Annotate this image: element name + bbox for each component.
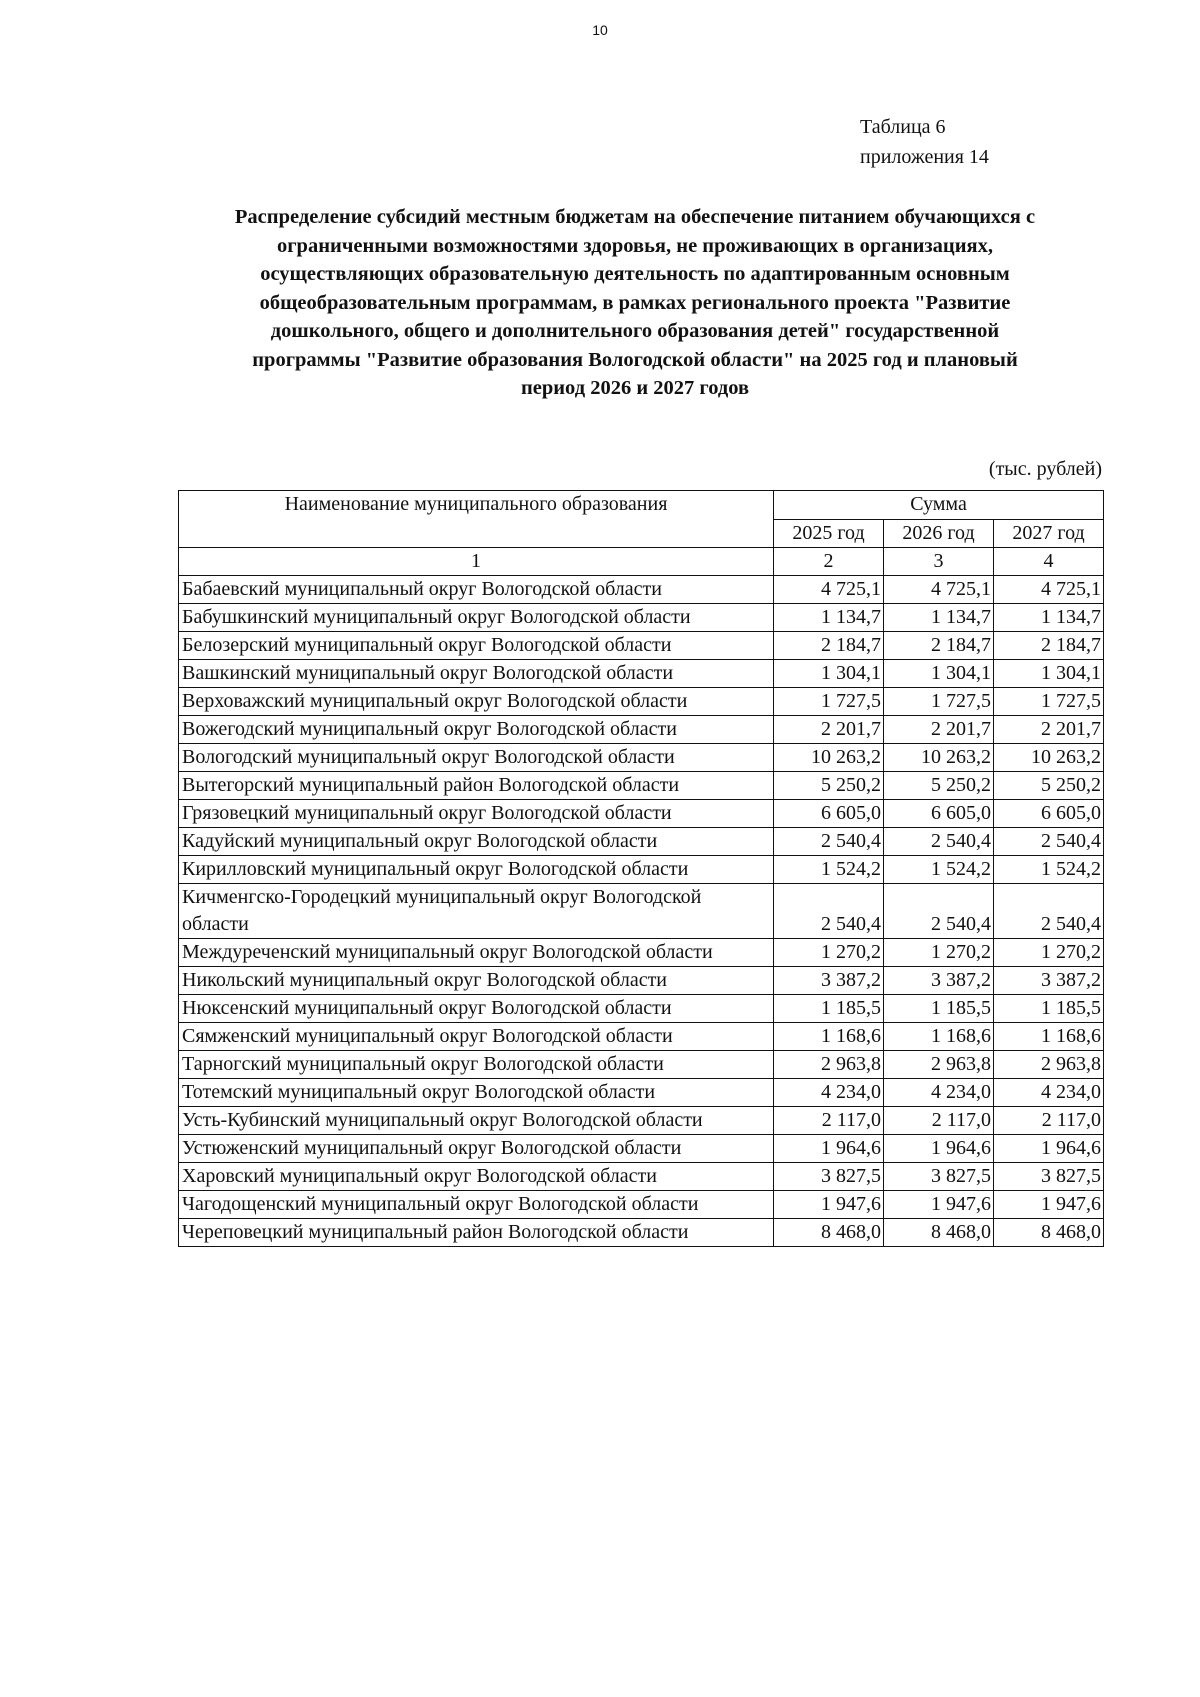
table-row xyxy=(179,660,1104,688)
amount-2026: 5 250,2 xyxy=(884,772,994,800)
municipality-name: Вожегодский муниципальный округ Вологодской области xyxy=(179,716,774,744)
amount-2027: 1 270,2 xyxy=(994,939,1104,967)
table-row xyxy=(179,632,1104,660)
table-row xyxy=(179,772,1104,800)
subsidy-table xyxy=(178,490,1104,1247)
amount-2026: 1 947,6 xyxy=(884,1191,994,1219)
municipality-name: Грязовецкий муниципальный округ Вологодской области xyxy=(179,800,774,828)
table-row xyxy=(179,1219,1104,1247)
column-number: 1 xyxy=(179,548,774,576)
table-row xyxy=(179,576,1104,604)
amount-2027: 2 184,7 xyxy=(994,632,1104,660)
municipality-name: Тотемский муниципальный округ Вологодской области xyxy=(179,1079,774,1107)
column-number: 3 xyxy=(884,548,994,576)
header-year-2025: 2025 год xyxy=(774,519,884,548)
amount-2026: 4 234,0 xyxy=(884,1079,994,1107)
amount-2025: 10 263,2 xyxy=(774,744,884,772)
amount-2027: 2 117,0 xyxy=(994,1107,1104,1135)
amount-2026: 10 263,2 xyxy=(884,744,994,772)
table-row xyxy=(179,1135,1104,1163)
title-line: программы "Развитие образования Вологодской области" на 2025 год и плановый xyxy=(252,348,1018,371)
table-row xyxy=(179,604,1104,632)
title-line: ограниченными возможностями здоровья, не проживающих в организациях, xyxy=(276,234,994,257)
amount-2027: 1 727,5 xyxy=(994,688,1104,716)
table-caption xyxy=(860,112,989,172)
amount-2026: 1 168,6 xyxy=(884,1023,994,1051)
municipality-name: Верховажский муниципальный округ Вологодской области xyxy=(179,688,774,716)
header-sum: Сумма xyxy=(774,491,1104,520)
municipality-name: Вашкинский муниципальный округ Вологодской области xyxy=(179,660,774,688)
amount-2025: 2 117,0 xyxy=(774,1107,884,1135)
amount-2027: 3 387,2 xyxy=(994,967,1104,995)
amount-2027: 6 605,0 xyxy=(994,800,1104,828)
amount-2027: 4 725,1 xyxy=(994,576,1104,604)
table-row xyxy=(179,800,1104,828)
amount-2026: 2 184,7 xyxy=(884,632,994,660)
amount-2025: 1 270,2 xyxy=(774,939,884,967)
column-number: 4 xyxy=(994,548,1104,576)
amount-2026: 6 605,0 xyxy=(884,800,994,828)
amount-2026: 2 963,8 xyxy=(884,1051,994,1079)
amount-2027: 2 540,4 xyxy=(994,884,1104,939)
amount-2025: 8 468,0 xyxy=(774,1219,884,1247)
title-line: общеобразовательным программам, в рамках регионального проекта "Развитие xyxy=(259,291,1011,314)
amount-2025: 1 964,6 xyxy=(774,1135,884,1163)
amount-2025: 3 387,2 xyxy=(774,967,884,995)
title-line: Распределение субсидий местным бюджетам на обеспечение питанием обучающихся с xyxy=(234,206,1036,228)
table-body xyxy=(179,576,1104,1247)
amount-2025: 4 234,0 xyxy=(774,1079,884,1107)
municipality-name: Нюксенский муниципальный округ Вологодской области xyxy=(179,995,774,1023)
amount-2025: 3 827,5 xyxy=(774,1163,884,1191)
header-municipality: Наименование муниципального образования xyxy=(179,491,774,548)
table-row xyxy=(179,1107,1104,1135)
municipality-name: Устюженский муниципальный округ Вологодской области xyxy=(179,1135,774,1163)
municipality-name: Череповецкий муниципальный район Вологодской области xyxy=(179,1219,774,1247)
municipality-name: Междуреченский муниципальный округ Вологодской области xyxy=(179,939,774,967)
amount-2025: 4 725,1 xyxy=(774,576,884,604)
amount-2026: 1 270,2 xyxy=(884,939,994,967)
amount-2027: 1 134,7 xyxy=(994,604,1104,632)
table-row xyxy=(179,995,1104,1023)
table-row xyxy=(179,1051,1104,1079)
amount-2027: 1 524,2 xyxy=(994,856,1104,884)
amount-2026: 1 964,6 xyxy=(884,1135,994,1163)
municipality-name: Чагодощенский муниципальный округ Вологодской области xyxy=(179,1191,774,1219)
amount-2026: 3 827,5 xyxy=(884,1163,994,1191)
header-year-2026: 2026 год xyxy=(884,519,994,548)
amount-2027: 8 468,0 xyxy=(994,1219,1104,1247)
amount-2027: 10 263,2 xyxy=(994,744,1104,772)
amount-2025: 2 540,4 xyxy=(774,828,884,856)
amount-2026: 1 524,2 xyxy=(884,856,994,884)
amount-2026: 1 727,5 xyxy=(884,688,994,716)
amount-2025: 1 524,2 xyxy=(774,856,884,884)
header-year-2027: 2027 год xyxy=(994,519,1104,548)
table-row xyxy=(179,967,1104,995)
table-row xyxy=(179,1191,1104,1219)
amount-2025: 6 605,0 xyxy=(774,800,884,828)
amount-2025: 2 184,7 xyxy=(774,632,884,660)
amount-2025: 1 185,5 xyxy=(774,995,884,1023)
municipality-name: Сямженский муниципальный округ Вологодской области xyxy=(179,1023,774,1051)
amount-2027: 3 827,5 xyxy=(994,1163,1104,1191)
amount-2027: 1 168,6 xyxy=(994,1023,1104,1051)
title-line: осуществляющих образовательную деятельность по адаптированным основным xyxy=(260,263,1010,285)
municipality-name: Белозерский муниципальный округ Вологодской области xyxy=(179,632,774,660)
amount-2026: 8 468,0 xyxy=(884,1219,994,1247)
caption-table-number: Таблица 6 xyxy=(860,116,946,138)
table-row xyxy=(179,939,1104,967)
column-number: 2 xyxy=(774,548,884,576)
table-row xyxy=(179,828,1104,856)
table-row xyxy=(179,744,1104,772)
municipality-name: Вологодский муниципальный округ Вологодской области xyxy=(179,744,774,772)
municipality-name: Кадуйский муниципальный округ Вологодской области xyxy=(179,828,774,856)
title-line: дошкольного, общего и дополнительного образования детей" государственной xyxy=(270,320,1000,342)
caption-appendix: приложения 14 xyxy=(860,146,989,168)
table-row xyxy=(179,1079,1104,1107)
table-row xyxy=(179,1163,1104,1191)
amount-2026: 2 201,7 xyxy=(884,716,994,744)
municipality-name: Бабаевский муниципальный округ Вологодской области xyxy=(179,576,774,604)
amount-2027: 2 201,7 xyxy=(994,716,1104,744)
amount-2027: 1 947,6 xyxy=(994,1191,1104,1219)
amount-2027: 1 185,5 xyxy=(994,995,1104,1023)
table-row xyxy=(179,884,1104,939)
table-row xyxy=(179,856,1104,884)
units-label: (тыс. рублей) xyxy=(988,458,1102,480)
amount-2026: 4 725,1 xyxy=(884,576,994,604)
municipality-name: Бабушкинский муниципальный округ Вологодской области xyxy=(179,604,774,632)
amount-2025: 2 963,8 xyxy=(774,1051,884,1079)
amount-2025: 1 727,5 xyxy=(774,688,884,716)
table-row xyxy=(179,688,1104,716)
amount-2026: 3 387,2 xyxy=(884,967,994,995)
municipality-name: Вытегорский муниципальный район Вологодской области xyxy=(179,772,774,800)
amount-2026: 1 304,1 xyxy=(884,660,994,688)
amount-2027: 1 964,6 xyxy=(994,1135,1104,1163)
municipality-name: Усть-Кубинский муниципальный округ Вологодской области xyxy=(179,1107,774,1135)
amount-2026: 2 540,4 xyxy=(884,828,994,856)
amount-2027: 2 540,4 xyxy=(994,828,1104,856)
municipality-name: Харовский муниципальный округ Вологодской области xyxy=(179,1163,774,1191)
amount-2025: 5 250,2 xyxy=(774,772,884,800)
municipality-name: Кирилловский муниципальный округ Вологодской области xyxy=(179,856,774,884)
municipality-name: Кичменгско-Городецкий муниципальный округ Вологодской области xyxy=(179,884,774,939)
page-number: 10 xyxy=(592,22,608,38)
table-row xyxy=(179,1023,1104,1051)
amount-2027: 1 304,1 xyxy=(994,660,1104,688)
amount-2027: 4 234,0 xyxy=(994,1079,1104,1107)
amount-2027: 2 963,8 xyxy=(994,1051,1104,1079)
document-title xyxy=(170,203,1100,403)
amount-2025: 1 134,7 xyxy=(774,604,884,632)
amount-2026: 1 185,5 xyxy=(884,995,994,1023)
amount-2026: 1 134,7 xyxy=(884,604,994,632)
amount-2027: 5 250,2 xyxy=(994,772,1104,800)
amount-2026: 2 540,4 xyxy=(884,884,994,939)
municipality-name: Тарногский муниципальный округ Вологодской области xyxy=(179,1051,774,1079)
amount-2026: 2 117,0 xyxy=(884,1107,994,1135)
amount-2025: 1 168,6 xyxy=(774,1023,884,1051)
amount-2025: 1 947,6 xyxy=(774,1191,884,1219)
title-line: период 2026 и 2027 годов xyxy=(520,377,750,399)
amount-2025: 1 304,1 xyxy=(774,660,884,688)
amount-2025: 2 540,4 xyxy=(774,884,884,939)
amount-2025: 2 201,7 xyxy=(774,716,884,744)
municipality-name: Никольский муниципальный округ Вологодской области xyxy=(179,967,774,995)
table-row xyxy=(179,716,1104,744)
